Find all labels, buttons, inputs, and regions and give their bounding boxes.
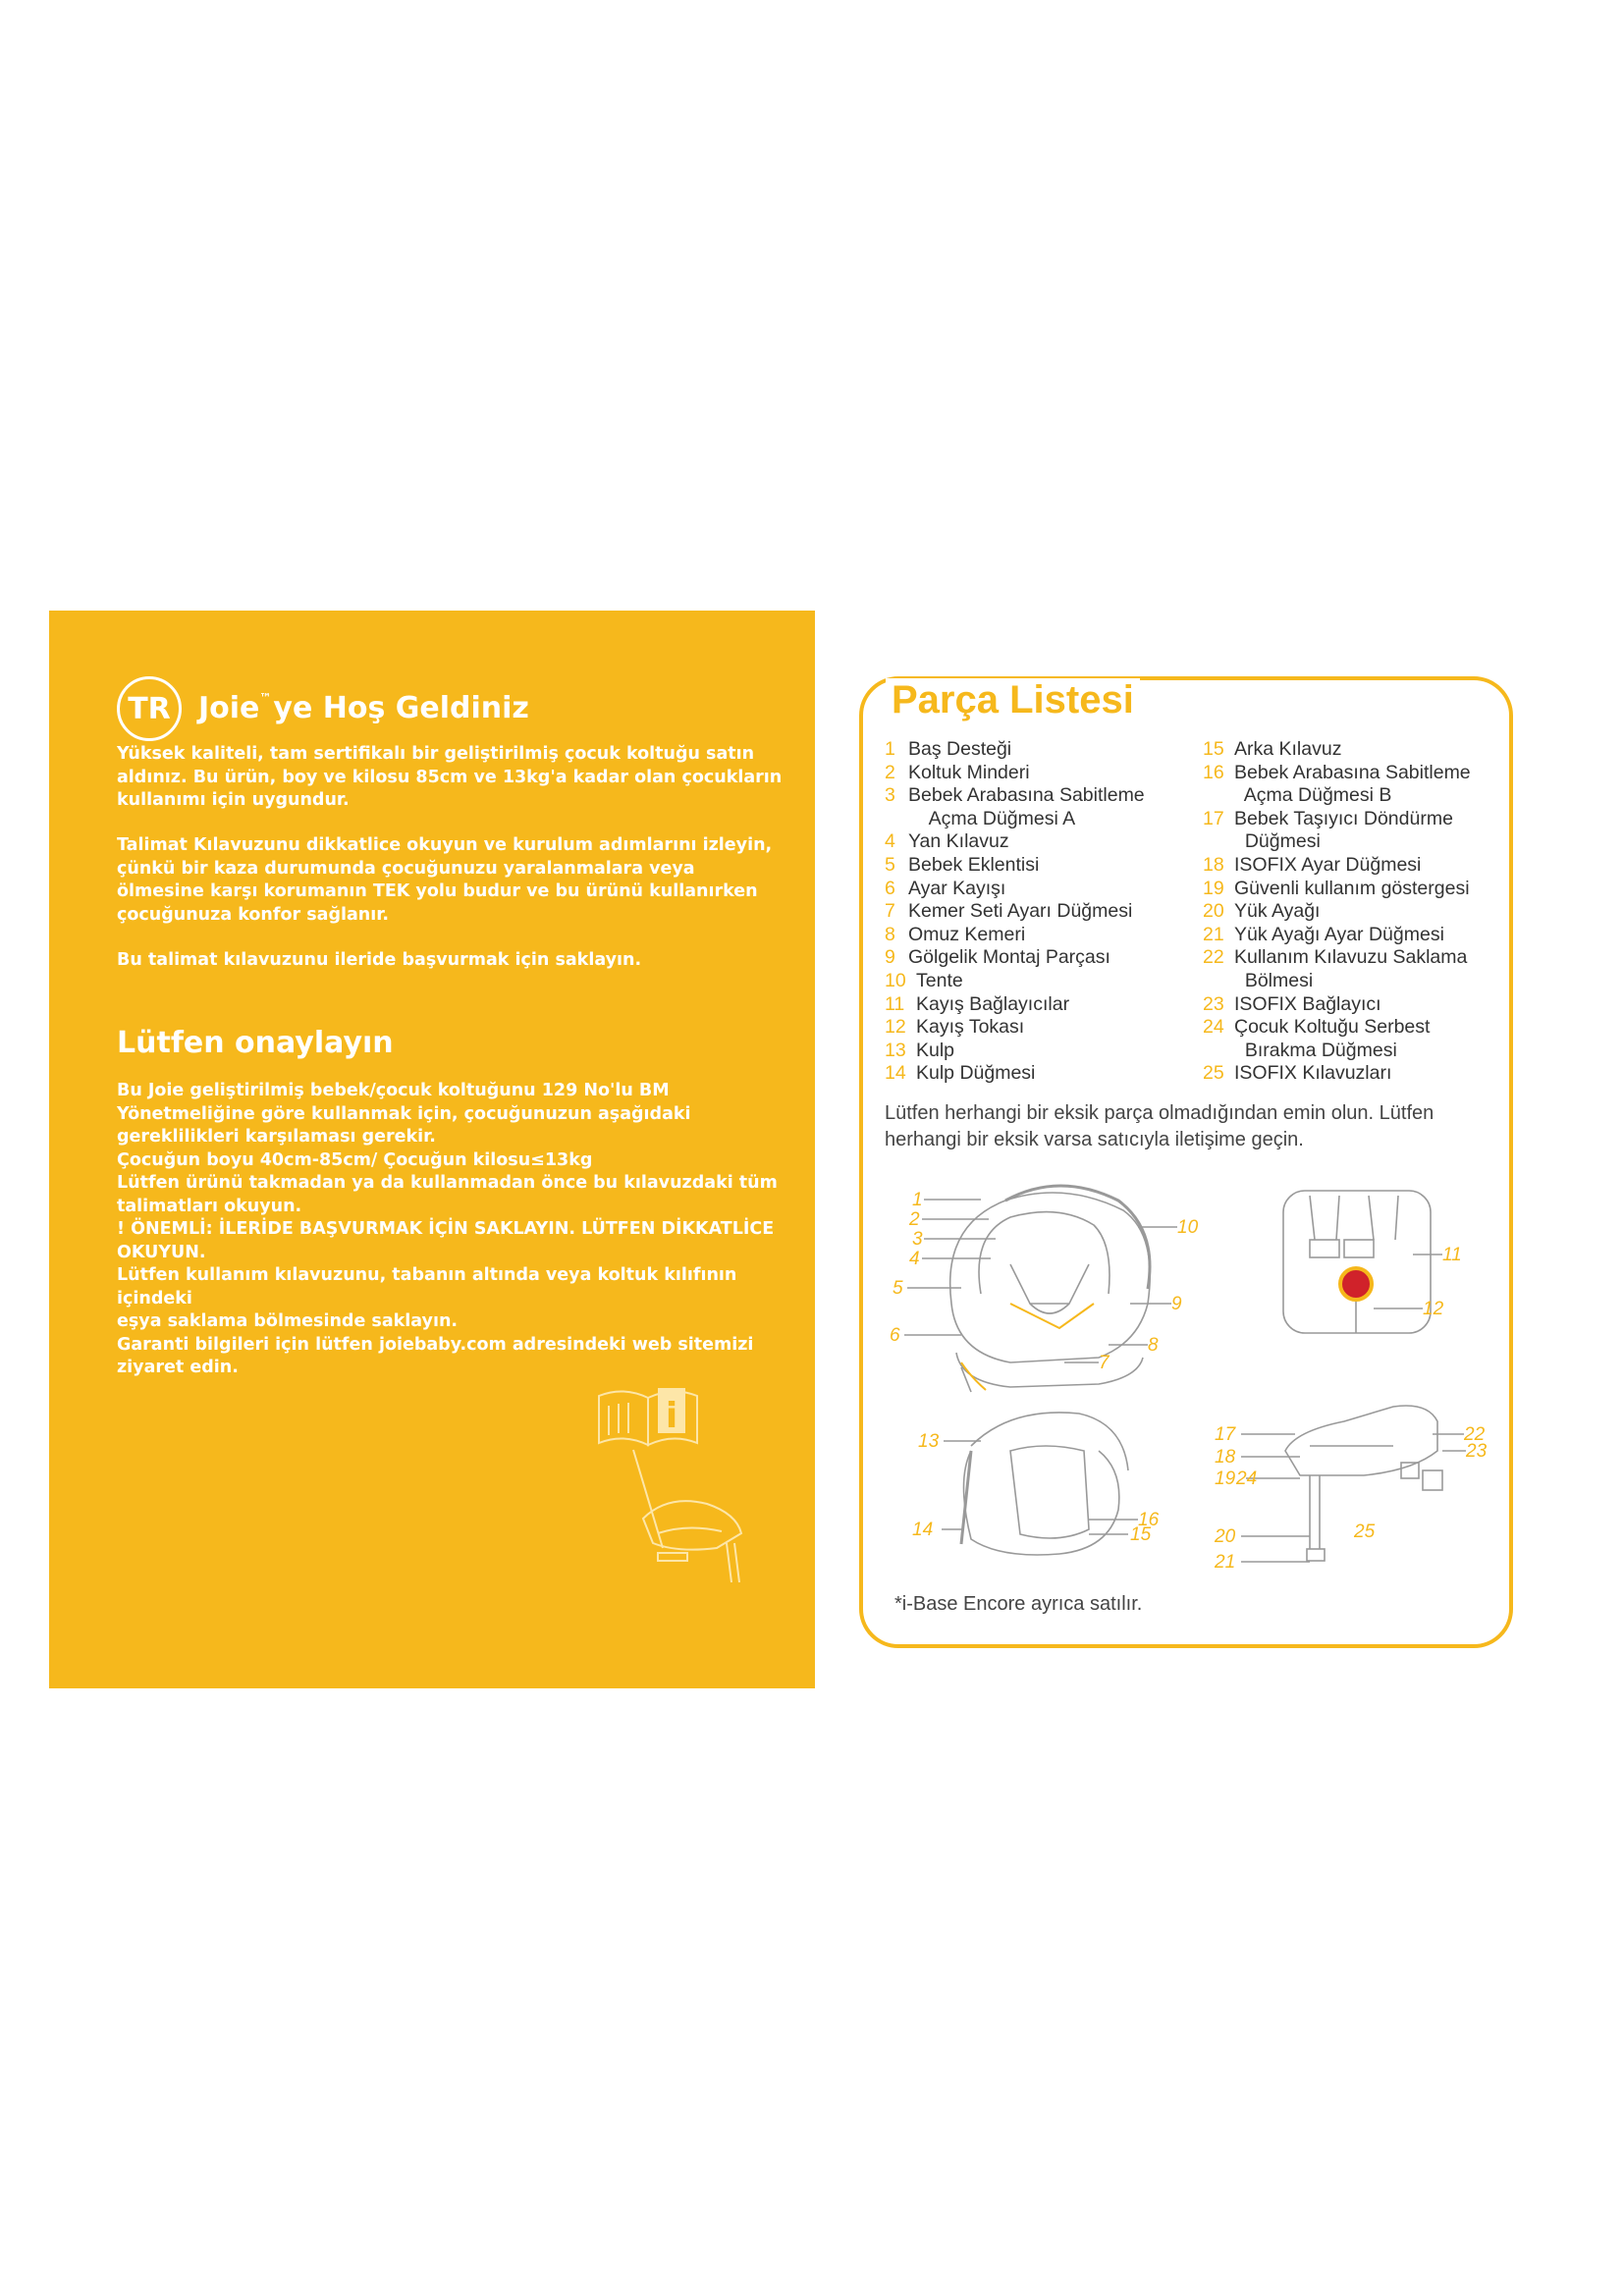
callout-15: 15: [1130, 1524, 1152, 1545]
part-label: Omuz Kemeri: [908, 923, 1026, 945]
confirm-line: ! ÖNEMLİ: İLERİDE BAŞVURMAK İÇİN SAKLAYIN. LÜTFEN DİKKATLİCE: [117, 1219, 775, 1239]
part-number: 24: [1203, 1016, 1224, 1039]
part-number: 3: [885, 784, 895, 807]
part-number: 6: [885, 877, 895, 899]
part-label: Baş Desteği: [908, 738, 1012, 760]
parts-list-item: [1203, 738, 1507, 762]
trademark-mark: ™: [259, 691, 272, 705]
parts-list-item: [885, 738, 1199, 762]
parts-list-item: [885, 1016, 1199, 1040]
part-label: Bebek Arabasına Sabitleme: [908, 784, 1145, 807]
part-label: Bırakma Düğmesi: [1234, 1039, 1397, 1061]
confirm-line: Çocuğun boyu 40cm-85cm/ Çocuğun kilosu≤13kg: [117, 1149, 593, 1170]
callout-14: 14: [912, 1520, 934, 1540]
part-label: Kulp: [916, 1039, 955, 1061]
callout-5: 5: [893, 1278, 903, 1299]
part-number: 12: [885, 1016, 906, 1039]
callout-18: 18: [1215, 1447, 1236, 1468]
callout-10: 10: [1177, 1217, 1199, 1238]
part-label: Kulp Düğmesi: [916, 1062, 1036, 1085]
welcome-paragraph-1: Yüksek kaliteli, tam sertifikalı bir geliştirilmiş çocuk koltuğu satın aldınız. Bu ürün, boy ve kilosu 85cm ve 13kg'a kadar olan çocukların kullanımı için uygundur.: [117, 744, 783, 810]
confirm-line: talimatları okuyun.: [117, 1196, 302, 1216]
callout-4: 4: [909, 1249, 920, 1269]
callout-16: 16: [1138, 1510, 1160, 1530]
callout-1: 1: [912, 1190, 923, 1210]
part-number: 22: [1203, 946, 1224, 969]
part-label: Yan Kılavuz: [908, 830, 1009, 853]
parts-list-item: [1203, 854, 1507, 878]
parts-list-item: [1203, 762, 1507, 785]
part-number: 18: [1203, 853, 1224, 876]
part-number: 17: [1203, 807, 1224, 829]
footnote: *i-Base Encore ayrıca satılır.: [894, 1593, 1143, 1615]
callout-12: 12: [1423, 1299, 1444, 1319]
svg-text:i: i: [665, 1396, 678, 1436]
part-number: 7: [885, 900, 895, 923]
parts-list-item: [1203, 970, 1507, 993]
parts-list-item: [885, 970, 1199, 993]
callout-6: 6: [890, 1325, 900, 1346]
part-number: 11: [885, 992, 905, 1015]
part-label: Açma Düğmesi B: [1234, 784, 1392, 807]
confirm-title: Lütfen onaylayın: [117, 1026, 394, 1060]
parts-diagram: [863, 1156, 1509, 1588]
part-number: 8: [885, 923, 895, 945]
parts-list-item: [885, 1040, 1199, 1063]
confirm-line: OKUYUN.: [117, 1242, 206, 1262]
parts-list-item: [885, 993, 1199, 1017]
part-label: Yük Ayağı: [1234, 900, 1321, 923]
part-label: ISOFIX Kılavuzları: [1234, 1062, 1392, 1085]
callout-20: 20: [1215, 1526, 1236, 1547]
welcome-panel: [49, 611, 815, 1688]
part-number: [1203, 1040, 1234, 1063]
confirm-line: Bu Joie geliştirilmiş bebek/çocuk koltuğunu 129 No'lu BM: [117, 1081, 670, 1100]
part-label: Bebek Arabasına Sabitleme: [1234, 761, 1471, 783]
part-number: [885, 808, 908, 831]
part-label: Bebek Taşıyıcı Döndürme: [1234, 807, 1453, 829]
parts-list-box: [859, 676, 1513, 1648]
part-label: Açma Düğmesi A: [908, 807, 1076, 829]
callout-25: 25: [1354, 1522, 1376, 1542]
confirm-text: [117, 1080, 785, 1380]
part-label: Kayış Tokası: [916, 1016, 1025, 1039]
parts-list-item: [885, 900, 1199, 924]
part-label: Arka Kılavuz: [1234, 738, 1342, 760]
parts-list-item: [885, 830, 1199, 854]
confirm-line: eşya saklama bölmesinde saklayın.: [117, 1311, 459, 1331]
parts-list-item: [885, 924, 1199, 947]
part-label: ISOFIX Bağlayıcı: [1234, 992, 1381, 1015]
parts-list-item: [885, 784, 1199, 808]
part-number: [1203, 784, 1234, 808]
callout-22: 22: [1464, 1424, 1486, 1445]
callout-7: 7: [1099, 1353, 1110, 1373]
part-number: 20: [1203, 900, 1224, 923]
diagram-callouts: [890, 1190, 1488, 1573]
parts-list-item: [1203, 1016, 1507, 1040]
parts-list-item: [1203, 924, 1507, 947]
part-number: 25: [1203, 1062, 1224, 1085]
callout-17: 17: [1215, 1424, 1236, 1445]
welcome-title-brand: Joie: [198, 691, 260, 725]
parts-column-left: [885, 738, 1199, 1086]
parts-list-item: [1203, 878, 1507, 901]
parts-list-item: [1203, 830, 1507, 854]
part-number: 5: [885, 853, 895, 876]
callout-8: 8: [1148, 1335, 1159, 1356]
welcome-title-rest: ye Hoş Geldiniz: [273, 691, 529, 725]
welcome-paragraph-2: Talimat Kılavuzunu dikkatlice okuyun ve kurulum adımlarını izleyin, çünkü bir kaza durumunda çocuğunuzu yaralanmalara veya ölmesine karşı korumanın TEK yolu budur ve bu ürünü kullanırken çocuğunuza konfor sağlanır.: [117, 835, 773, 925]
parts-list-item: [885, 854, 1199, 878]
part-number: 19: [1203, 877, 1224, 899]
parts-title: Parça Listesi: [886, 678, 1140, 722]
part-label: Kayış Bağlayıcılar: [916, 992, 1070, 1015]
part-number: 4: [885, 830, 895, 853]
parts-list-item: [1203, 993, 1507, 1017]
parts-list-item: [1203, 900, 1507, 924]
callout-24: 24: [1236, 1468, 1258, 1489]
confirm-line: Yönetmeliğine göre kullanmak için, çocuğunuzun aşağıdaki: [117, 1103, 691, 1124]
parts-column-right: [1203, 738, 1507, 1086]
part-label: ISOFIX Ayar Düğmesi: [1234, 853, 1422, 876]
part-number: 15: [1203, 738, 1224, 760]
part-number: 21: [1203, 923, 1224, 945]
part-label: Tente: [916, 969, 963, 991]
part-label: Yük Ayağı Ayar Düğmesi: [1234, 923, 1444, 945]
parts-list-item: [1203, 1062, 1507, 1086]
confirm-line: Lütfen kullanım kılavuzunu, tabanın altında veya koltuk kılıfının içindeki: [117, 1265, 737, 1308]
parts-list-item: [1203, 808, 1507, 831]
part-number: 13: [885, 1039, 906, 1061]
part-number: 2: [885, 761, 895, 783]
language-badge: TR: [117, 676, 182, 741]
part-label: Bölmesi: [1234, 969, 1314, 991]
part-number: 14: [885, 1062, 906, 1085]
callout-2: 2: [909, 1209, 920, 1230]
welcome-paragraph-3: Bu talimat kılavuzunu ileride başvurmak için saklayın.: [117, 950, 642, 970]
part-label: Kullanım Kılavuzu Saklama: [1234, 946, 1468, 969]
confirm-line: ziyaret edin.: [117, 1358, 239, 1377]
callout-19: 19: [1215, 1468, 1236, 1489]
part-number: 9: [885, 946, 895, 969]
parts-list-item: [1203, 1040, 1507, 1063]
confirm-line: gereklilikleri karşılaması gerekir.: [117, 1127, 436, 1147]
part-number: [1203, 830, 1234, 854]
parts-list-item: [885, 1062, 1199, 1086]
part-label: Çocuk Koltuğu Serbest: [1234, 1016, 1431, 1039]
confirm-line: Lütfen ürünü takmadan ya da kullanmadan önce bu kılavuzdaki tüm: [117, 1173, 778, 1193]
callout-23: 23: [1466, 1441, 1488, 1462]
callout-11: 11: [1442, 1245, 1462, 1265]
parts-list-item: [1203, 784, 1507, 808]
callout-9: 9: [1171, 1294, 1182, 1314]
part-number: [1203, 970, 1234, 993]
callout-3: 3: [912, 1229, 923, 1250]
parts-list-item: [885, 878, 1199, 901]
parts-list-item: [885, 762, 1199, 785]
parts-list-item: [885, 946, 1199, 970]
part-number: 1: [885, 738, 895, 760]
part-label: Bebek Eklentisi: [908, 853, 1040, 876]
part-label: Düğmesi: [1234, 830, 1321, 853]
parts-list-item: [1203, 946, 1507, 970]
part-number: 16: [1203, 761, 1224, 783]
confirm-line: Garanti bilgileri için lütfen joiebaby.com adresindeki web sitemizi: [117, 1334, 754, 1355]
part-label: Gölgelik Montaj Parçası: [908, 946, 1110, 969]
part-label: Güvenli kullanım göstergesi: [1234, 877, 1470, 899]
part-label: Koltuk Minderi: [908, 761, 1030, 783]
missing-parts-note: Lütfen herhangi bir eksik parça olmadığından emin olun. Lütfen herhangi bir eksik varsa satıcıyla iletişime geçin.: [885, 1102, 1435, 1150]
part-label: Ayar Kayışı: [908, 877, 1006, 899]
callout-21: 21: [1215, 1552, 1236, 1573]
callout-13: 13: [918, 1431, 940, 1452]
safety-indicator-icon: [1340, 1268, 1372, 1300]
part-label: Kemer Seti Ayarı Düğmesi: [908, 900, 1133, 923]
manual-storage-illustration: [540, 1376, 776, 1592]
part-number: 23: [1203, 992, 1224, 1015]
part-number: 10: [885, 969, 906, 991]
parts-list-item: [885, 808, 1199, 831]
welcome-title: [198, 691, 529, 725]
